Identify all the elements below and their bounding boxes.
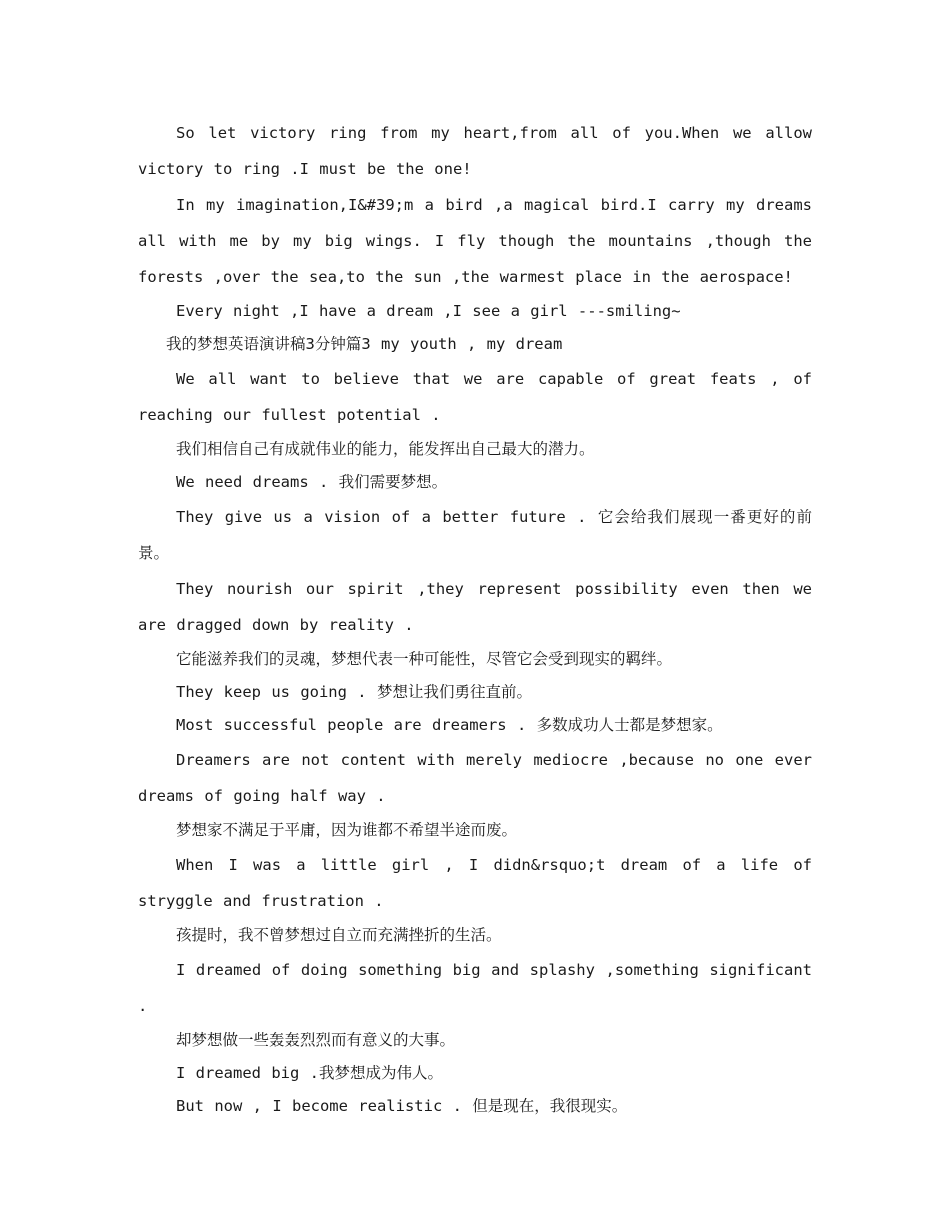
paragraph: 我们相信自己有成就伟业的能力，能发挥出自己最大的潜力。	[176, 440, 595, 458]
paragraph: They give us a vision of a better future . 它会给我们展现一番更好的前景。	[138, 508, 812, 562]
paragraph: But now , I become realistic . 但是现在，我很现实。	[176, 1097, 628, 1115]
section-heading: 我的梦想英语演讲稿3分钟篇3 my youth , my dream	[166, 335, 563, 353]
paragraph: They keep us going . 梦想让我们勇往直前。	[176, 683, 532, 701]
document-body	[138, 115, 812, 1123]
paragraph: Every night ,I have a dream ,I see a girl ---smiling~	[176, 302, 681, 320]
paragraph: When I was a little girl , I didn&rsquo;t dream of a life of stryggle and frustration .	[138, 856, 812, 910]
paragraph: 梦想家不满足于平庸，因为谁都不希望半途而废。	[176, 821, 518, 839]
paragraph: 它能滋养我们的灵魂，梦想代表一种可能性，尽管它会受到现实的羁绊。	[176, 650, 673, 668]
paragraph: So let victory ring from my heart,from all of you.When we allow victory to ring .I must be the one!	[138, 124, 812, 178]
paragraph: We all want to believe that we are capable of great feats , of reaching our fullest potential .	[138, 370, 812, 424]
paragraph: In my imagination,I&#39;m a bird ,a magical bird.I carry my dreams all with me by my big wings. I fly though the mountains ,though the forests ,over the sea,to the sun ,the warmest place in the aerospace!	[138, 196, 812, 286]
paragraph: Dreamers are not content with merely mediocre ,because no one ever dreams of going half way .	[138, 751, 812, 805]
paragraph: 孩提时，我不曾梦想过自立而充满挫折的生活。	[176, 926, 502, 944]
paragraph: They nourish our spirit ,they represent possibility even then we are dragged down by reality .	[138, 580, 812, 634]
paragraph: I dreamed big .我梦想成为伟人。	[176, 1064, 443, 1082]
paragraph: We need dreams . 我们需要梦想。	[176, 473, 448, 491]
paragraph: Most successful people are dreamers . 多数成功人士都是梦想家。	[176, 716, 723, 734]
paragraph: I dreamed of doing something big and splashy ,something significant .	[138, 961, 812, 1015]
paragraph: 却梦想做一些轰轰烈烈而有意义的大事。	[176, 1031, 456, 1049]
